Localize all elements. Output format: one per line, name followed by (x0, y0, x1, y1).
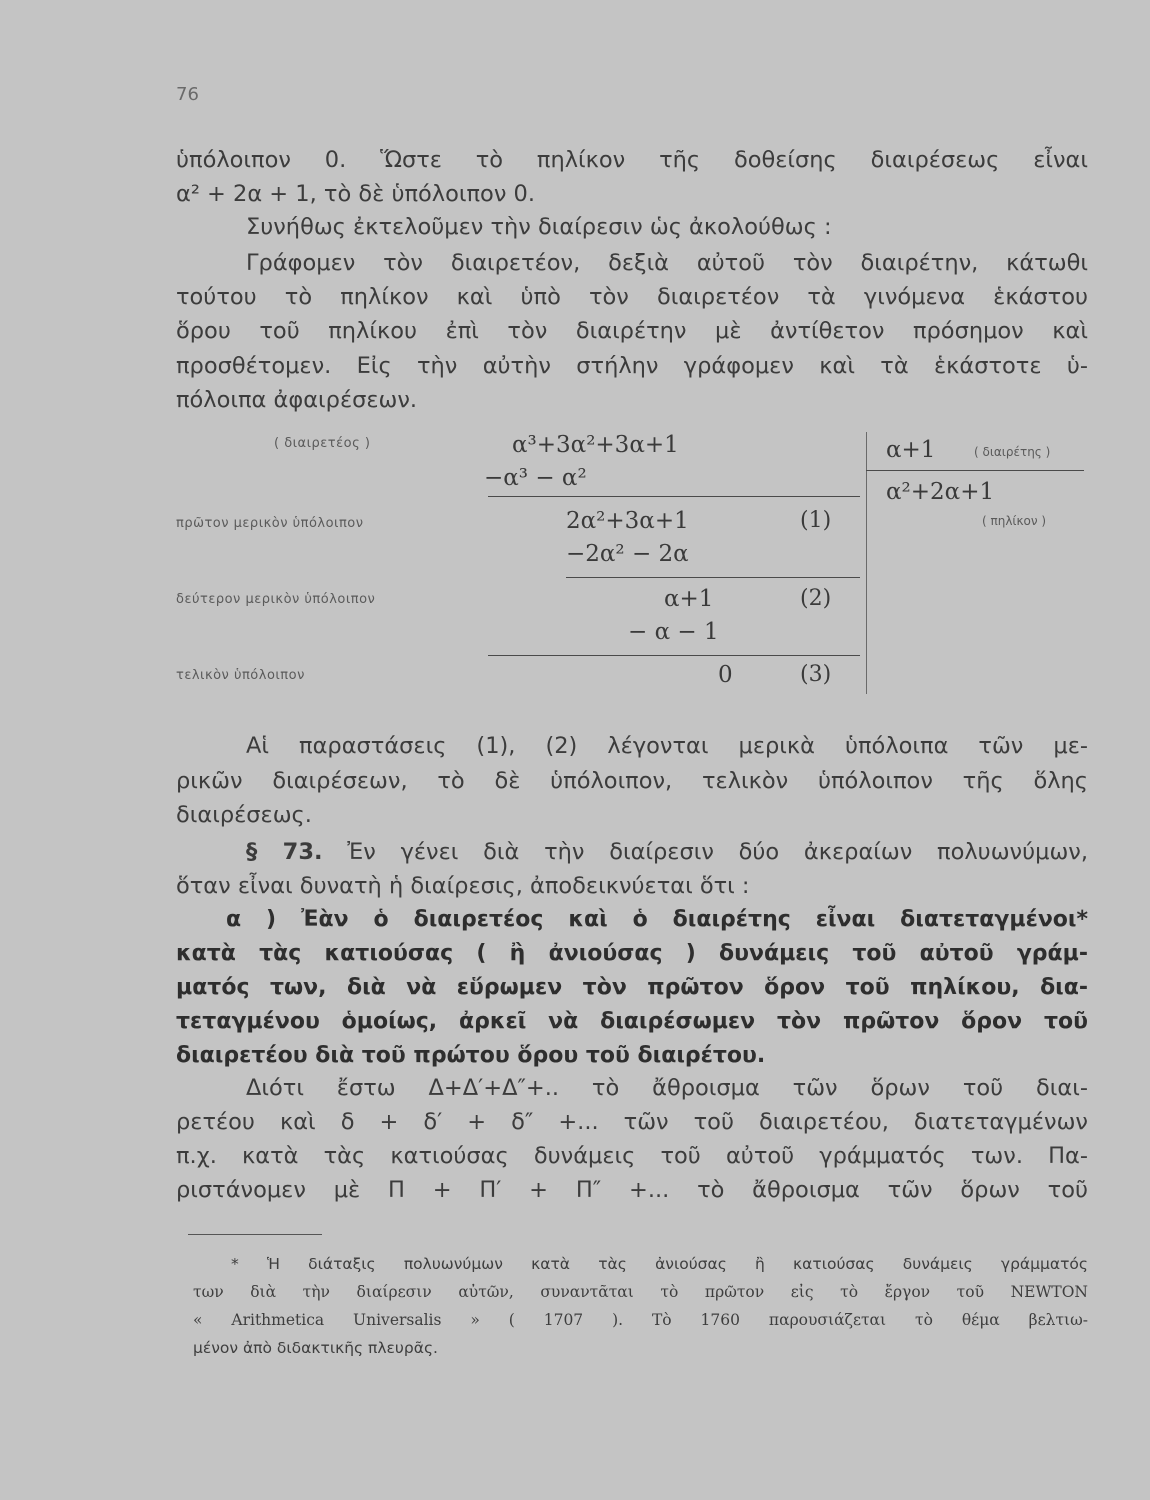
first-remainder-label: πρῶτον μερικὸν ὑπόλοιπον (176, 516, 364, 531)
footnote-line: * Ἡ διάταξις πολυωνύμων κατὰ τὰς ἀνιούσας ἢ κατιούσας δυνάμεις γράμματός (231, 1255, 1088, 1273)
text-line: κατὰ τὰς κατιούσας ( ἢ ἀνιούσας ) δυνάμεις τοῦ αὐτοῦ γράμ- (176, 941, 1088, 966)
quotient-expression: α²+2α+1 (886, 479, 995, 505)
text-line: Γράφομεν τὸν διαιρετέον, δεξιὰ αὐτοῦ τὸν διαιρέτην, κάτωθι (246, 250, 1088, 276)
footnote-line: των διὰ τὴν διαίρεσιν αὐτῶν, συναντᾶται τὸ πρῶτον εἰς τὸ ἔργον τοῦ NEWTON (193, 1283, 1088, 1301)
page-number: 76 (176, 84, 199, 105)
text-line: πόλοιπα ἀφαιρέσεων. (176, 387, 418, 413)
text-line: ριστάνομεν μὲ Π + Π′ + Π″ +... τὸ ἄθροισμα τῶν ὅρων τοῦ (176, 1177, 1088, 1203)
quotient-rule (866, 470, 1084, 471)
text-line: ὅρου τοῦ πηλίκου ἐπὶ τὸν διαιρέτην μὲ ἀντίθετον πρόσημον καὶ (176, 318, 1088, 344)
final-remainder-label: τελικὸν ὑπόλοιπον (176, 668, 305, 683)
subtraction-3: − α − 1 (628, 619, 719, 645)
text-line: προσθέτομεν. Εἰς τὴν αὐτὴν στήλην γράφομεν καὶ τὰ ἑκάστοτε ὑ- (176, 353, 1088, 379)
footnote-line: μένον ἀπὸ διδακτικῆς πλευρᾶς. (193, 1339, 438, 1357)
rule-1 (488, 496, 860, 497)
dividend-expression: α³+3α²+3α+1 (512, 432, 679, 458)
remainder-1: 2α²+3α+1 (566, 508, 689, 534)
text-line: διαιρέσεως. (176, 802, 312, 828)
remainder-2: α+1 (664, 586, 714, 612)
footnote-line: « Arithmetica Universalis » ( 1707 ). Τὸ 1760 παρουσιάζεται τὸ θέμα βελτιω- (193, 1311, 1088, 1329)
text-line: α² + 2α + 1, τὸ δὲ ὑπόλοιπον 0. (176, 181, 536, 207)
section-number: § 73. (246, 839, 323, 865)
subtraction-2: −2α² − 2α (566, 541, 689, 567)
text-line: ματός των, διὰ νὰ εὕρωμεν τὸν πρῶτον ὅρον τοῦ πηλίκου, δια- (176, 975, 1088, 1000)
section-text: Ἐν γένει διὰ τὴν διαίρεσιν δύο ἀκεραίων πολυωνύμων, (347, 839, 1089, 865)
text-line (176, 834, 1088, 870)
remainder-mark-3: (3) (800, 662, 832, 687)
subtraction-1: −α³ − α² (484, 465, 587, 491)
remainder-mark-1: (1) (800, 508, 832, 533)
text-line: π.χ. κατὰ τὰς κατιούσας δυνάμεις τοῦ αὐτοῦ γράμματός των. Πα- (176, 1143, 1088, 1169)
text-line: τούτου τὸ πηλίκον καὶ ὑπὸ τὸν διαιρετέον τὰ γινόμενα ἑκάστου (176, 284, 1088, 310)
dividend-label: ( διαιρετέος ) (274, 436, 371, 451)
text-line: διαιρετέου διὰ τοῦ πρώτου ὅρου τοῦ διαιρέτου. (176, 1043, 766, 1068)
second-remainder-label: δεύτερον μερικὸν ὑπόλοιπον (176, 592, 376, 607)
division-scheme (0, 0, 1150, 720)
rule-2 (566, 577, 860, 578)
remainder-mark-2: (2) (800, 586, 832, 611)
final-remainder: 0 (718, 662, 733, 688)
text-line: Διότι ἔστω Δ+Δ′+Δ″+.. τὸ ἄθροισμα τῶν ὅρων τοῦ διαι- (246, 1075, 1088, 1101)
text-line: Αἱ παραστάσεις (1), (2) λέγονται μερικὰ ὑπόλοιπα τῶν με- (246, 733, 1088, 759)
text-line: ρετέου καὶ δ + δ′ + δ″ +... τῶν τοῦ διαιρετέου, διατεταγμένων (176, 1109, 1088, 1135)
divisor-expression: α+1 (886, 437, 936, 463)
text-line: Συνήθως ἐκτελοῦμεν τὴν διαίρεσιν ὡς ἀκολούθως : (246, 214, 832, 240)
divisor-separator (866, 432, 867, 694)
rule-3 (488, 655, 860, 656)
quotient-label: ( πηλίκον ) (982, 514, 1047, 528)
text-line: τεταγμένου ὁμοίως, ἀρκεῖ νὰ διαιρέσωμεν τὸν πρῶτον ὅρον τοῦ (176, 1009, 1088, 1034)
text-line: ὅταν εἶναι δυνατὴ ἡ διαίρεσις, ἀποδεικνύεται ὅτι : (176, 873, 750, 899)
text-line: ὑπόλοιπον 0. Ὥστε τὸ πηλίκον τῆς δοθείσης διαιρέσεως εἶναι (176, 147, 1088, 173)
footnote-rule (188, 1234, 322, 1235)
text-line: α ) Ἐὰν ὁ διαιρετέος καὶ ὁ διαιρέτης εἶναι διατεταγμένοι* (226, 907, 1088, 932)
divisor-label: ( διαιρέτης ) (974, 445, 1051, 459)
text-line: ρικῶν διαιρέσεων, τὸ δὲ ὑπόλοιπον, τελικὸν ὑπόλοιπον τῆς ὅλης (176, 768, 1088, 794)
